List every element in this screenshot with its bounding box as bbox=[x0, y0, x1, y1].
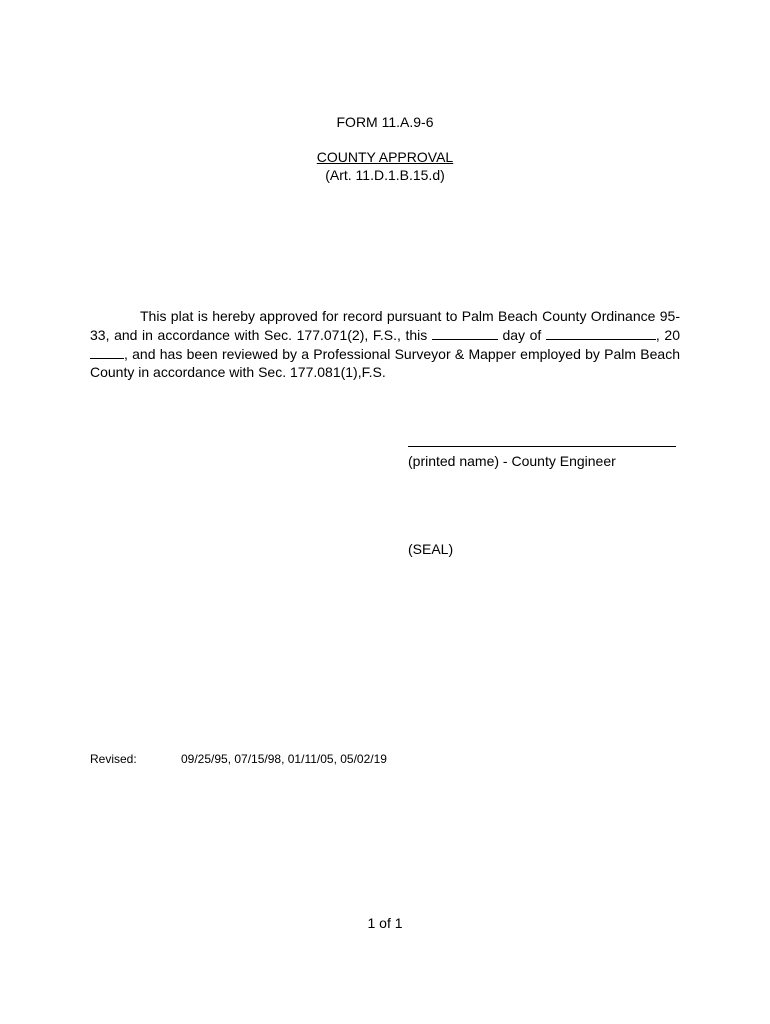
seal-placeholder: (SEAL) bbox=[408, 541, 454, 557]
approval-text-part3: , 20 bbox=[655, 327, 680, 343]
month-blank bbox=[546, 325, 656, 340]
form-article-reference: (Art. 11.D.1.B.15.d) bbox=[325, 167, 445, 183]
form-title-text: COUNTY APPROVAL bbox=[316, 149, 454, 165]
year-blank bbox=[90, 344, 124, 359]
approval-text-part4: , and has been reviewed by a Professional Surveyor & Mapper employed by Palm Beach County in accordance with Sec. 177.081(1),F.S. bbox=[90, 346, 680, 380]
page-number: 1 of 1 bbox=[367, 915, 403, 931]
signature-line bbox=[408, 446, 676, 447]
form-title bbox=[0, 148, 770, 166]
approval-text-part2: day of bbox=[497, 327, 546, 343]
approval-text-part1: This plat is hereby approved for record pursuant to Palm Beach County Ordinance 95-33, and in accordance with Sec. 177.071(2), F.S., this bbox=[90, 308, 680, 343]
form-number: FORM 11.A.9-6 bbox=[336, 114, 434, 130]
signature-label: (printed name) - County Engineer bbox=[408, 453, 616, 469]
approval-paragraph bbox=[90, 307, 680, 381]
revised-dates: 09/25/95, 07/15/98, 01/11/05, 05/02/19 bbox=[181, 752, 387, 766]
day-blank bbox=[432, 325, 498, 340]
revised-label: Revised: bbox=[90, 752, 137, 766]
